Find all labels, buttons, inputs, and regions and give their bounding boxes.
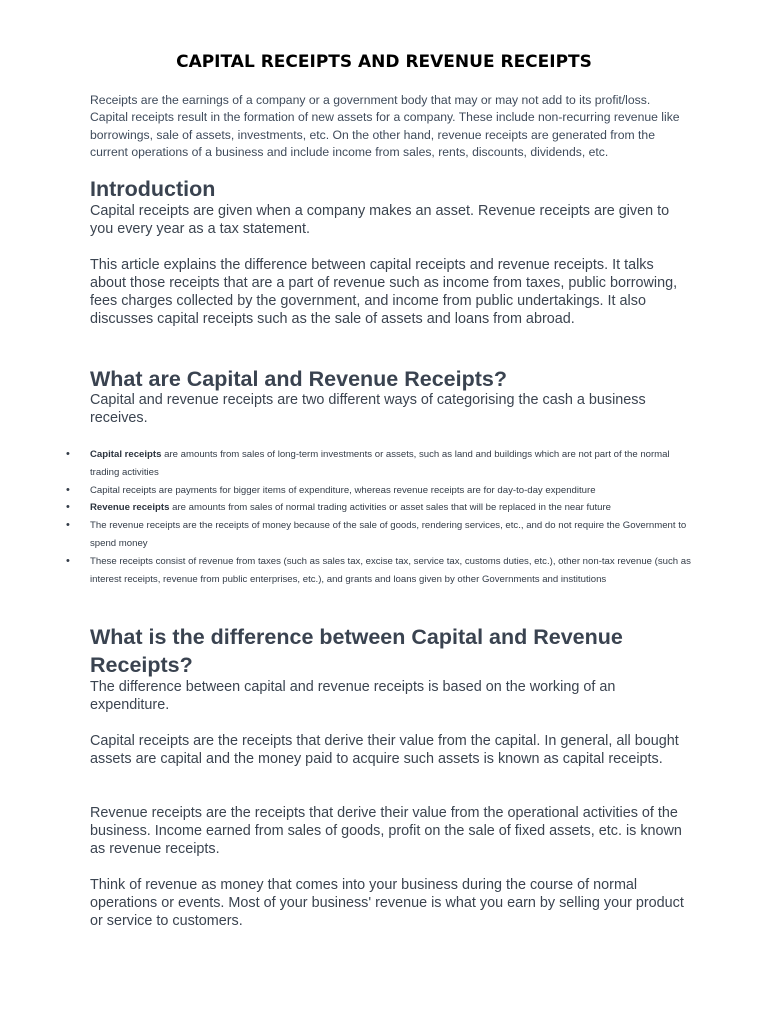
- list-item: [66, 553, 696, 589]
- bullet-icon: •: [66, 501, 70, 514]
- difference-paragraph-1: The difference between capital and revenue receipts is based on the working of an expenditure.: [90, 679, 616, 713]
- difference-paragraph-3: Revenue receipts are the receipts that derive their value from the operational activities of the business. Income earned from sales of goods, profit on the sale of fixed assets, etc. is known as revenue receipts.: [90, 805, 682, 857]
- heading-introduction: Introduction: [90, 177, 216, 201]
- introduction-paragraph-2: This article explains the difference between capital receipts and revenue receipts. It talks about those receipts that are a part of revenue such as income from taxes, public borrowing, fees charges collected by the government, and income from public undertakings. It also discusses capital receipts such as the sale of assets and loans from abroad.: [90, 257, 678, 327]
- bullet-text: are amounts from sales of normal trading activities or asset sales that will be replaced in the near future: [169, 502, 611, 514]
- heading-what-are-receipts: What are Capital and Revenue Receipts?: [90, 367, 507, 391]
- difference-paragraph-2: Capital receipts are the receipts that derive their value from the capital. In general, all bought assets are capital and the money paid to acquire such assets is known as capital receipts.: [90, 733, 679, 767]
- list-item: [66, 517, 696, 553]
- list-item: [66, 446, 696, 482]
- bullet-bold-term: Revenue receipts: [90, 502, 170, 514]
- intro-paragraph: Receipts are the earnings of a company or a government body that may or may not add to its profit/loss. Capital receipts result in the formation of new assets for a company. These include non-recurring revenue like borrowings, sale of assets, investments, etc. On the other hand, revenue receipts are generated from the current operations of a business and include income from sales, rents, discounts, dividends, etc.: [90, 93, 680, 159]
- bullet-text: These receipts consist of revenue from taxes (such as sales tax, excise tax, service tax, customs duties, etc.), other non-tax revenue (such as interest receipts, revenue from public enterprises, etc.), and grants and loans given by other Governments and institutions: [90, 555, 691, 585]
- list-item: [66, 499, 696, 517]
- bullet-icon: •: [66, 554, 70, 567]
- introduction-paragraph-1: Capital receipts are given when a company makes an asset. Revenue receipts are given to you every year as a tax statement.: [90, 203, 670, 237]
- what-are-paragraph: Capital and revenue receipts are two different ways of categorising the cash a business receives.: [90, 392, 646, 426]
- list-item: [66, 482, 696, 500]
- bullet-text: Capital receipts are payments for bigger items of expenditure, whereas revenue receipts are for day-to-day expenditure: [90, 484, 596, 496]
- bullet-bold-term: Capital receipts: [90, 449, 162, 460]
- difference-paragraph-4: Think of revenue as money that comes into your business during the course of normal operations or events. Most of your business' revenue is what you earn by selling your product or service to customers.: [90, 877, 684, 929]
- bullet-text: The revenue receipts are the receipts of money because of the sale of goods, rendering services, etc., and do not require the Government to spend money: [90, 520, 687, 549]
- bullet-icon: •: [66, 519, 70, 532]
- heading-difference: What is the difference between Capital and Revenue Receipts?: [90, 625, 623, 677]
- bullet-icon: •: [66, 448, 70, 460]
- bullet-text: are amounts from sales of long-term investments or assets, such as land and buildings which are not part of the normal trading activities: [90, 449, 670, 478]
- bullet-icon: •: [66, 483, 70, 496]
- document-title: CAPITAL RECEIPTS AND REVENUE RECEIPTS: [176, 52, 592, 72]
- receipts-bullet-list: [66, 446, 696, 588]
